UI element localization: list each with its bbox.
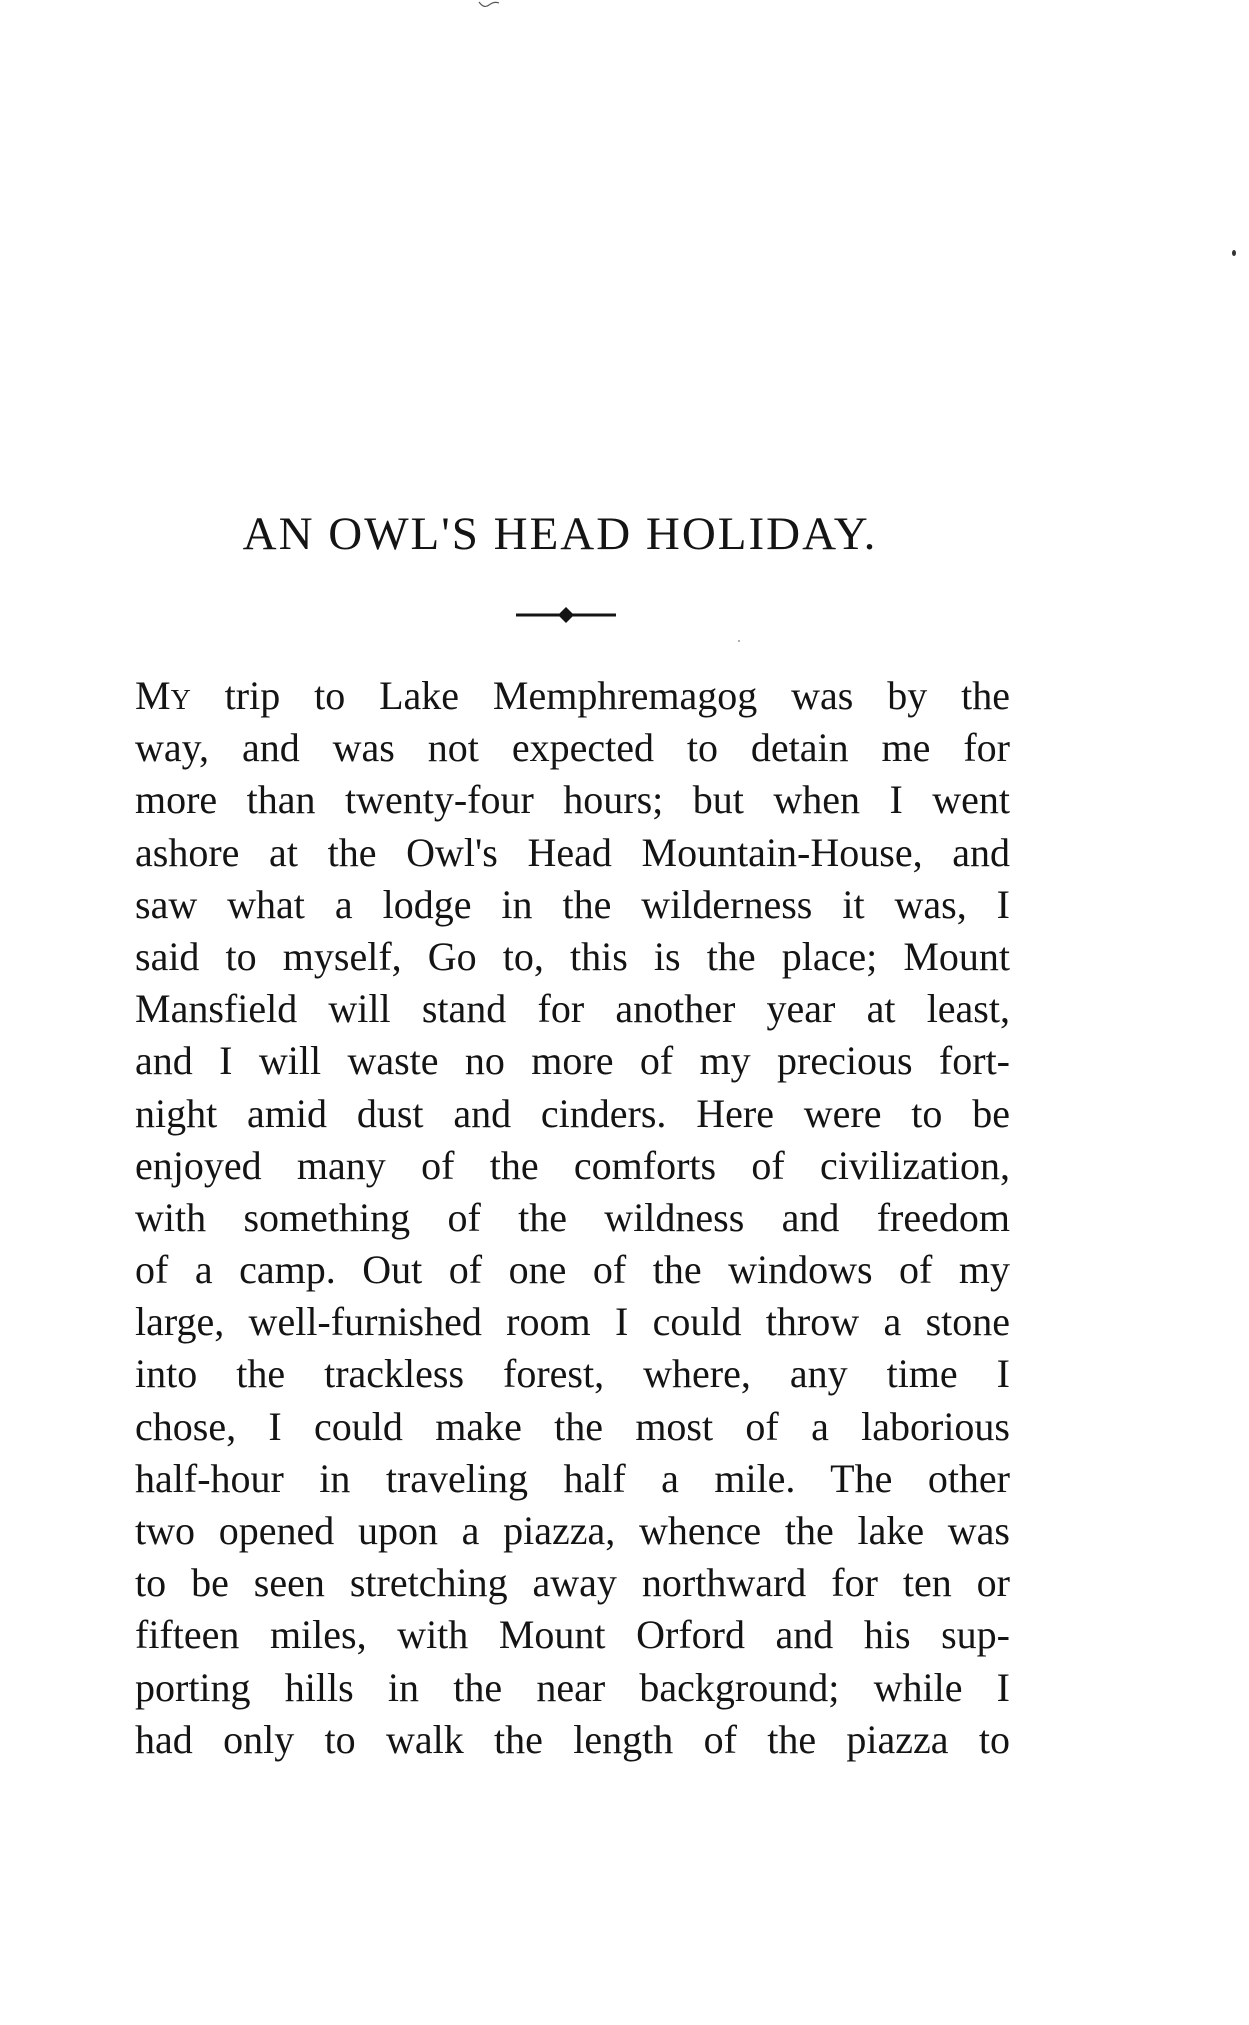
text-line: Mansfield will stand for another year at least, bbox=[135, 986, 1010, 1032]
text-line: half-hour in traveling half a mile. The other bbox=[135, 1455, 1010, 1501]
text-line: fifteen miles, with Mount Orford and his sup- bbox=[135, 1612, 1010, 1658]
text-line: of a camp. Out of one of the windows of my bbox=[135, 1247, 1010, 1293]
text-line: ashore at the Owl's Head Mountain-House, and bbox=[135, 829, 1010, 875]
text-line: more than twenty-four hours; but when I went bbox=[135, 777, 1010, 823]
text-line: way, and was not expected to detain me for bbox=[135, 725, 1010, 771]
title-ornament bbox=[516, 600, 616, 630]
text-line: two opened upon a piazza, whence the lake was bbox=[135, 1508, 1010, 1553]
text-line: enjoyed many of the comforts of civilization, bbox=[135, 1142, 1010, 1188]
text-line: porting hills in the near background; while I bbox=[135, 1664, 1010, 1710]
paper-speck bbox=[1232, 250, 1236, 256]
chapter-title: AN OWL'S HEAD HOLIDAY. bbox=[242, 508, 878, 560]
drop-word: My bbox=[135, 673, 191, 718]
text-line: My trip to Lake Memphremagog was by the bbox=[135, 673, 1010, 718]
text-line: into the trackless forest, where, any time I bbox=[135, 1351, 1010, 1397]
text-line: night amid dust and cinders. Here were to be bbox=[135, 1090, 1010, 1136]
text-line: large, well-furnished room I could throw a stone bbox=[135, 1299, 1010, 1345]
body-paragraph bbox=[135, 670, 1010, 1766]
text-line: with something of the wildness and freedom bbox=[135, 1194, 1010, 1240]
text-line: chose, I could make the most of a laborious bbox=[135, 1403, 1010, 1449]
top-edge-mark bbox=[478, 0, 500, 10]
text-line: had only to walk the length of the piazza to bbox=[135, 1716, 1010, 1762]
text-line: said to myself, Go to, this is the place; Mount bbox=[135, 933, 1010, 979]
paper-speck bbox=[738, 640, 740, 642]
text-line: to be seen stretching away northward for ten or bbox=[135, 1560, 1010, 1606]
text-line: saw what a lodge in the wilderness it was, I bbox=[135, 881, 1010, 927]
text-line: and I will waste no more of my precious fort- bbox=[135, 1038, 1010, 1084]
